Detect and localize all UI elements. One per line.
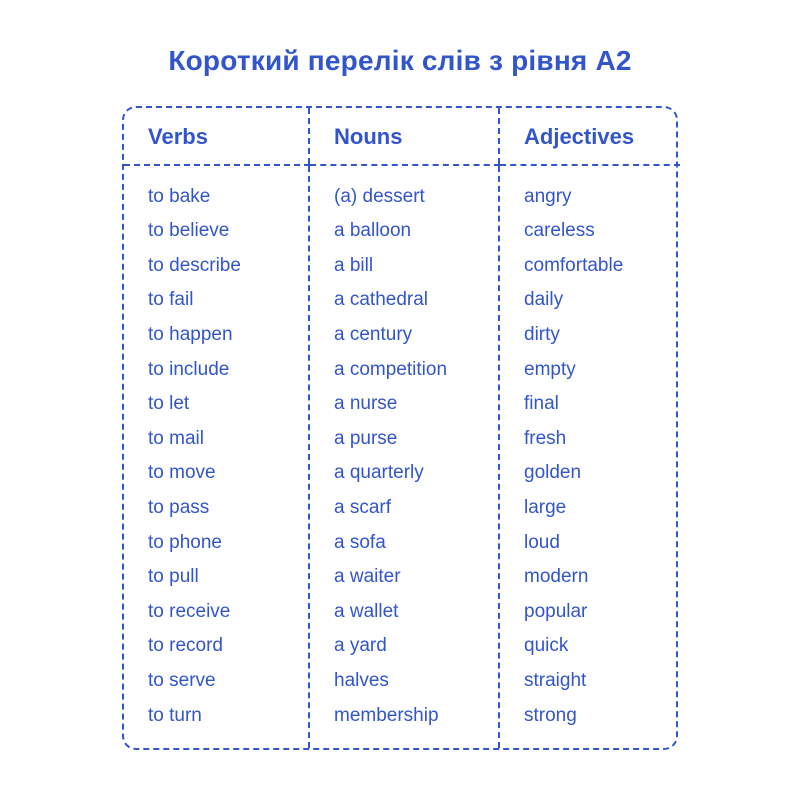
column-header-verbs: Verbs [124,108,309,165]
list-item: halves [334,669,389,691]
list-item: quick [524,635,569,657]
list-item: a nurse [334,393,398,415]
list-item: a century [334,323,413,345]
list-item: a balloon [334,220,412,242]
column-cell-nouns [309,165,499,748]
list-item: to turn [148,704,202,726]
list-item: a waiter [334,566,401,588]
list-item: modern [524,566,589,588]
list-item: daily [524,289,564,311]
list-item: to bake [148,185,211,207]
list-item: a cathedral [334,289,429,311]
list-item: final [524,393,559,415]
list-item: a competition [334,358,448,380]
adjectives-list [524,166,680,734]
list-item: to happen [148,323,233,345]
list-item: large [524,496,567,518]
list-item: angry [524,185,572,207]
list-item: popular [524,600,588,622]
page-title: Короткий перелік слів з рівня A2 [168,45,632,76]
column-cell-adjectives [499,165,680,748]
list-item: strong [524,704,577,726]
list-item: a purse [334,427,398,449]
column-header-nouns: Nouns [309,108,499,165]
word-table-container [122,106,678,750]
table-header-row [124,108,680,165]
column-header-adjectives: Adjectives [499,108,680,165]
verbs-list [148,166,308,734]
list-item: a wallet [334,600,399,622]
list-item: loud [524,531,560,553]
list-item: to receive [148,600,231,622]
list-item: to believe [148,220,230,242]
list-item: a sofa [334,531,386,553]
column-cell-verbs [124,165,309,748]
list-item: fresh [524,427,567,449]
table-row [124,165,680,748]
list-item: to describe [148,254,241,276]
list-item: to include [148,358,230,380]
list-item: to phone [148,531,222,553]
list-item: empty [524,358,576,380]
list-item: comfortable [524,254,624,276]
list-item: to pull [148,566,199,588]
list-item: a scarf [334,496,392,518]
list-item: dirty [524,323,560,345]
list-item: to pass [148,496,210,518]
list-item: a bill [334,254,374,276]
table-body [124,165,680,748]
list-item: (a) dessert [334,185,425,207]
list-item: to mail [148,427,204,449]
nouns-list [334,166,498,734]
table-header [124,108,680,165]
list-item: golden [524,462,582,484]
list-item: to fail [148,289,194,311]
list-item: to record [148,635,223,657]
list-item: to serve [148,669,216,691]
list-item: a yard [334,635,387,657]
list-item: straight [524,669,587,691]
word-table [124,108,680,748]
list-item: to let [148,393,190,415]
list-item: membership [334,704,439,726]
list-item: a quarterly [334,462,424,484]
list-item: to move [148,462,216,484]
list-item: careless [524,220,595,242]
